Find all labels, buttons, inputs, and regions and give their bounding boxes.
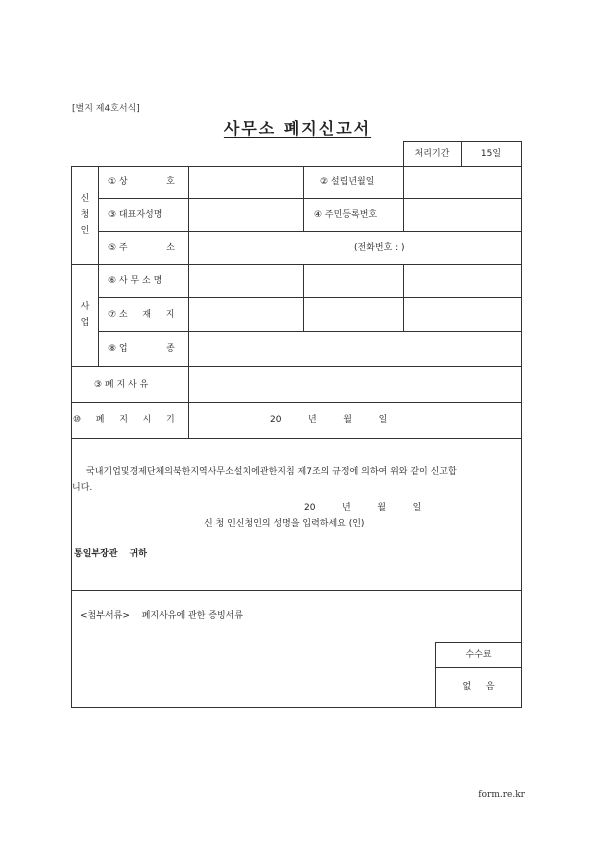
registration-number-label: ④ 주민등록번호 — [314, 210, 378, 220]
footer-source: form.re.kr — [478, 790, 525, 800]
processing-value: 15일 — [480, 149, 502, 159]
closure-date-label: ⑩ 폐 지 시 기 — [73, 415, 175, 425]
office-name-label: ⑥ 사 무 소 명 — [108, 276, 163, 286]
fee-value: 없 음 — [462, 682, 495, 692]
attachments-text: <첨부서류> 폐지사유에 관한 증빙서류 — [80, 611, 244, 621]
declaration-line-2: 니다. — [72, 483, 93, 493]
company-name-label: ① 상 호 — [108, 177, 175, 187]
applicant-signature: 신 청 인신청인의 성명을 입력하세요 (인) — [204, 519, 365, 529]
established-date-label: ② 설립년월일 — [320, 177, 375, 187]
closure-date-value: 20 년 월 일 — [270, 415, 388, 425]
business-section-label: 사 업 — [80, 302, 90, 328]
applicant-section-label: 신 청 인 — [80, 194, 90, 236]
address-label: ⑤ 주 소 — [108, 243, 175, 253]
declaration-line-1: 국내기업및경제단체의북한지역사무소설치에관한지침 제7조의 규정에 의하여 위와 같이 신고합 — [86, 467, 457, 477]
business-type-label: ⑧ 업 종 — [108, 344, 175, 354]
form-reference: [별지 제4호서식] — [72, 104, 140, 114]
representative-name-label: ③ 대표자성명 — [108, 210, 163, 220]
document-title-text: 사무소 폐지신고서 — [223, 119, 372, 138]
processing-label: 처리기간 — [414, 149, 450, 159]
document-title — [0, 116, 595, 139]
declaration-date: 20 년 월 일 — [304, 503, 422, 513]
closure-reason-label: ③ 폐 지 사 유 — [94, 380, 149, 390]
location-label: ⑦ 소 재 지 — [108, 310, 175, 320]
phone-number-field: (전화번호 : ) — [354, 243, 405, 253]
recipient: 통일부장관 귀하 — [74, 549, 147, 559]
fee-label: 수수료 — [465, 650, 492, 660]
